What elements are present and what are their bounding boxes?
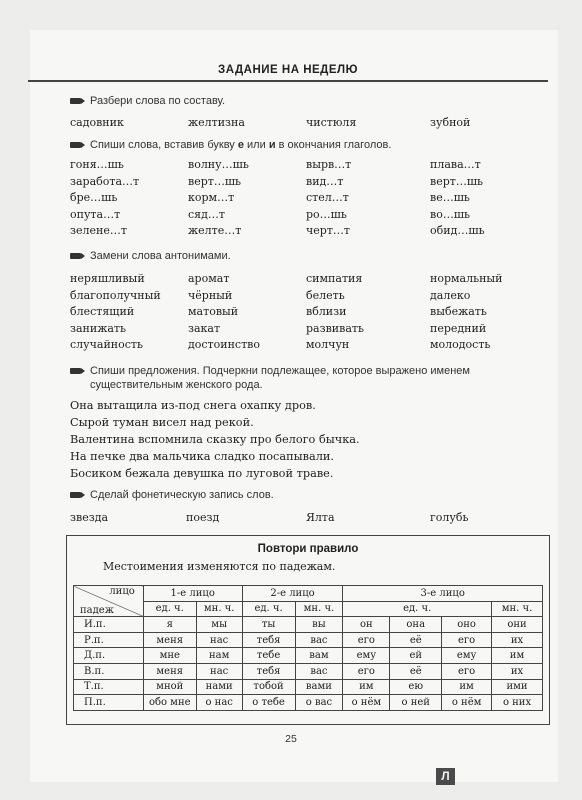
- case-label: Р.п.: [74, 632, 144, 648]
- sentence: На печке два мальчика сладко посапывали.: [70, 450, 335, 463]
- word: корм…т: [188, 191, 235, 204]
- word: сяд…т: [188, 207, 225, 221]
- task-2-instruction: [70, 139, 391, 151]
- pronoun-cell: о ней: [390, 695, 442, 711]
- pencil-icon: [70, 492, 84, 498]
- word: ве…шь: [430, 191, 470, 204]
- word: верт…шь: [188, 174, 242, 188]
- word: молчун: [306, 338, 350, 351]
- rule-title: Повтори правило: [257, 543, 359, 555]
- rule-box: [66, 535, 550, 725]
- word: вырв…т: [306, 158, 352, 171]
- pronoun-cell: нами: [196, 679, 242, 695]
- word: нормальный: [430, 272, 503, 285]
- pronoun-cell: ему: [442, 648, 492, 664]
- task-2-text: Спиши слова, вставив букву е или и в окончания глаголов.: [90, 139, 392, 151]
- pencil-icon: [70, 98, 84, 104]
- pronoun-cell: ей: [390, 648, 442, 664]
- word: развивать: [306, 321, 364, 335]
- header-singular: ед. ч.: [143, 601, 196, 617]
- table-row: [74, 679, 543, 695]
- word: молодость: [430, 338, 491, 351]
- word: черт…т: [306, 224, 350, 237]
- word: звезда: [70, 511, 109, 524]
- word: случайность: [70, 338, 143, 351]
- pronoun-cell: его: [343, 663, 390, 679]
- pronoun-cell: вы: [295, 617, 343, 633]
- pronoun-cell: меня: [143, 663, 196, 679]
- pronoun-cell: нам: [196, 648, 242, 664]
- header-person-1: 1-е лицо: [143, 586, 242, 602]
- pronoun-cell: им: [343, 679, 390, 695]
- word: зелене…т: [70, 224, 127, 237]
- header-plural: мн. ч.: [295, 601, 343, 617]
- word: Ялта: [306, 511, 335, 524]
- word: достоинство: [188, 338, 260, 351]
- pronoun-cell: вас: [295, 632, 343, 648]
- pronoun-cell: о них: [492, 695, 543, 711]
- case-label: Д.п.: [74, 648, 144, 664]
- task-5-words: [70, 510, 530, 527]
- pronoun-cell: ими: [492, 679, 543, 695]
- header-person-2: 2-е лицо: [242, 586, 343, 602]
- task-3-text: Замени слова антонимами.: [90, 250, 231, 262]
- task-2-verbs: [70, 157, 530, 240]
- pronoun-cell: её: [390, 632, 442, 648]
- pronoun-cell: ему: [343, 648, 390, 664]
- task-4-text: Спиши предложения. Подчеркни подлежащее, которое выражено именем существительным женского рода.: [90, 365, 470, 391]
- pronoun-cell: их: [492, 632, 543, 648]
- word: передний: [430, 321, 487, 335]
- pronoun-cell: вас: [295, 663, 343, 679]
- pronoun-cell: оно: [442, 617, 492, 633]
- word: заработа…т: [70, 174, 140, 188]
- task-1-words: [70, 115, 530, 132]
- pronoun-cell: им: [442, 679, 492, 695]
- pencil-icon: [70, 142, 84, 148]
- pronoun-cell: о нём: [343, 695, 390, 711]
- pronoun-cell: им: [492, 648, 543, 664]
- case-label: В.п.: [74, 663, 144, 679]
- publisher-logo: Л: [436, 768, 455, 785]
- pronoun-cell: мы: [196, 617, 242, 633]
- pronoun-cell: его: [442, 663, 492, 679]
- pronoun-cell: тебя: [242, 663, 295, 679]
- pronoun-cell: меня: [143, 632, 196, 648]
- sentence: Босиком бежала девушка по луговой траве.: [70, 467, 334, 480]
- header-person-3: 3-е лицо: [343, 586, 543, 602]
- page-title: ЗАДАНИЕ НА НЕДЕЛЮ: [218, 64, 358, 76]
- word: голубь: [430, 511, 469, 524]
- word: симпатия: [306, 272, 363, 285]
- pronoun-cell: нас: [196, 632, 242, 648]
- sentence: Сырой туман висел над рекой.: [70, 416, 254, 429]
- pronoun-cell: он: [343, 617, 390, 633]
- word: зубной: [430, 116, 471, 129]
- word: поезд: [186, 511, 220, 524]
- word: вблизи: [306, 305, 347, 318]
- pronoun-cell: тобой: [242, 679, 295, 695]
- word: во…шь: [430, 207, 471, 221]
- word: чёрный: [188, 288, 233, 302]
- pronoun-cell: ею: [390, 679, 442, 695]
- pronoun-cell: его: [343, 632, 390, 648]
- header-singular: ед. ч.: [343, 601, 492, 617]
- word: чистюля: [306, 116, 357, 129]
- word: желте…т: [188, 224, 242, 237]
- sentence: Валентина вспомнила сказку про белого бычка.: [70, 433, 360, 446]
- task-5-text: Сделай фонетическую запись слов.: [90, 489, 274, 501]
- word: закат: [188, 321, 221, 335]
- pronoun-cell: она: [390, 617, 442, 633]
- pronoun-cell: вами: [295, 679, 343, 695]
- pronoun-cell: её: [390, 663, 442, 679]
- task-5-instruction: [70, 489, 274, 501]
- word: бре…шь: [70, 191, 118, 204]
- word: желтизна: [188, 116, 245, 129]
- task-1-text: Разбери слова по составу.: [90, 95, 226, 107]
- header-plural: мн. ч.: [492, 601, 543, 617]
- case-label: П.п.: [74, 695, 144, 711]
- word: волну…шь: [188, 158, 249, 171]
- pencil-icon: [70, 368, 84, 374]
- task-1-instruction: [70, 95, 225, 107]
- header-band: [28, 34, 548, 82]
- table-row: [74, 632, 543, 648]
- pronoun-cell: я: [143, 617, 196, 633]
- word: неряшливый: [70, 272, 145, 285]
- pronoun-cell: их: [492, 663, 543, 679]
- table-row: [74, 695, 543, 711]
- word: вид…т: [306, 174, 344, 188]
- case-label: И.п.: [74, 617, 144, 633]
- header-singular: ед. ч.: [242, 601, 295, 617]
- pronoun-cell: нас: [196, 663, 242, 679]
- word: гоня…шь: [70, 158, 124, 171]
- header-person: лицо: [109, 586, 135, 597]
- pronoun-cell: о тебе: [242, 695, 295, 711]
- pronoun-cell: вам: [295, 648, 343, 664]
- pronoun-cell: его: [442, 632, 492, 648]
- table-row: [74, 648, 543, 664]
- pronoun-table: [73, 585, 543, 711]
- page-number: 25: [285, 733, 297, 745]
- table-corner-cell: [74, 586, 144, 617]
- pronoun-cell: мне: [143, 648, 196, 664]
- pronoun-cell: о нём: [442, 695, 492, 711]
- word: ро…шь: [306, 207, 347, 221]
- case-label: Т.п.: [74, 679, 144, 695]
- word: стел…т: [306, 191, 349, 204]
- word: занижать: [70, 321, 126, 335]
- word: плава…т: [430, 158, 481, 171]
- word: верт…шь: [430, 174, 484, 188]
- pronoun-cell: мной: [143, 679, 196, 695]
- header-plural: мн. ч.: [196, 601, 242, 617]
- task-3-instruction: [70, 250, 231, 262]
- sentence: Она вытащила из-под снега охапку дров.: [70, 399, 316, 412]
- task-4-instruction: [70, 364, 470, 392]
- word: матовый: [188, 305, 239, 318]
- pronoun-cell: о нас: [196, 695, 242, 711]
- task-4-sentences: [70, 397, 360, 482]
- word: садовник: [70, 116, 124, 129]
- rule-text: Местоимения изменяются по падежам.: [103, 560, 336, 573]
- header-case: падеж: [80, 605, 114, 617]
- table-row: [74, 663, 543, 679]
- word: аромат: [188, 272, 230, 285]
- pronoun-cell: о вас: [295, 695, 343, 711]
- pronoun-cell: тебя: [242, 632, 295, 648]
- pronoun-cell: тебе: [242, 648, 295, 664]
- pronoun-cell: обо мне: [143, 695, 196, 711]
- pencil-icon: [70, 253, 84, 259]
- word: обид…шь: [430, 224, 485, 237]
- word: опута…т: [70, 207, 121, 221]
- word: блестящий: [70, 305, 135, 318]
- task-3-antonyms: [70, 271, 530, 354]
- word: благополучный: [70, 288, 161, 302]
- word: далеко: [430, 288, 471, 302]
- word: выбежать: [430, 305, 487, 318]
- pronoun-cell: они: [492, 617, 543, 633]
- table-row: [74, 617, 543, 633]
- word: белеть: [306, 288, 345, 302]
- pronoun-cell: ты: [242, 617, 295, 633]
